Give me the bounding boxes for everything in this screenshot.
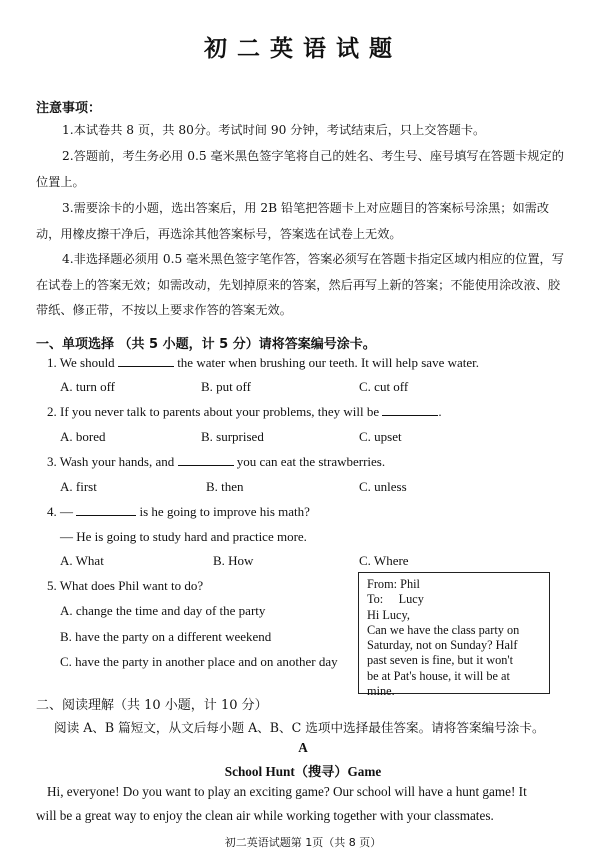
note-item-1: 1.本试卷共 8 页，共 80分。考试时间 90 分钟，考试结束后，只上交答题卡。: [62, 123, 486, 137]
question-4-response: — He is going to study hard and practice more.: [60, 529, 307, 544]
answer-blank: [118, 355, 174, 367]
question-1-pre: 1. We should: [47, 355, 115, 370]
answer-blank: [178, 454, 234, 466]
question-2-pre: 2. If you never talk to parents about your problems, they will be: [47, 404, 380, 419]
q3-option-a: A. first: [60, 479, 97, 494]
message-line: be at Pat's house, it will be at: [367, 668, 510, 683]
q2-option-a: A. bored: [60, 429, 106, 444]
question-3: [47, 454, 385, 470]
section1-heading: 一、单项选择 （共 5 小题，计 5 分）请将答案编号涂卡。: [36, 337, 376, 352]
question-5: 5. What does Phil want to do?: [47, 578, 204, 593]
note-item-2: 2.答题前，考生务必用 0.5 毫米黑色签字笔将自己的姓名、考生号、座号填写在答题卡规定的位置上。: [36, 149, 564, 189]
passage-text-line: will be a great way to enjoy the clean air while working together with your classmates.: [36, 808, 494, 823]
passage-label: A: [298, 740, 308, 755]
question-4-post: is he going to improve his math?: [139, 504, 310, 519]
message-box: [358, 572, 550, 699]
message-line: Hi Lucy,: [367, 607, 410, 622]
answer-blank: [382, 404, 438, 416]
q5-option-a: A. change the time and day of the party: [60, 603, 266, 618]
message-line: Saturday, not on Sunday? Half: [367, 638, 518, 653]
q5-option-b: B. have the party on a different weekend: [60, 629, 272, 644]
q4-option-b: B. How: [213, 553, 254, 568]
question-1-post: the water when brushing our teeth. It will help save water.: [177, 355, 479, 370]
note-item-3: 3.需要涂卡的小题，选出答案后，用 2B 铅笔把答题卡上对应题目的答案标号涂黑；如需改动，用橡皮擦干净后，再选涂其他答案标号，答案选在试卷上无效。: [36, 201, 550, 241]
question-4-pre: 4. —: [47, 504, 73, 519]
question-2-post: .: [438, 404, 442, 419]
q1-option-b: B. put off: [201, 379, 251, 394]
q5-option-c: C. have the party in another place and on another day: [60, 654, 338, 669]
message-line: To: Lucy: [367, 592, 424, 607]
message-line: past seven is fine, but it won't: [367, 653, 514, 668]
note-item-4: 4.非选择题必须用 0.5 毫米黑色签字笔作答，答案必须写在答题卡指定区域内相应的位置，写在试卷上的答案无效；如需改动，先划掉原来的答案，然后再写上新的答案；不能使用涂改液、胶带纸、修正带，不按以上要求作答的答案无效。: [36, 252, 564, 317]
section2-instruction: 阅读 A、B 篇短文，从文后每小题 A、B、C 选项中选择最佳答案。请将答案编号涂卡。: [54, 720, 545, 735]
q4-option-a: A. What: [60, 553, 104, 568]
q1-option-a: A. turn off: [60, 379, 116, 394]
notes-heading: 注意事项：: [36, 101, 102, 116]
answer-blank: [76, 504, 136, 516]
question-4: [47, 504, 310, 520]
q1-option-c: C. cut off: [359, 379, 409, 394]
passage-title: School Hunt（搜寻）Game: [224, 764, 382, 779]
message-line: Can we have the class party on: [367, 622, 520, 637]
q3-option-c: C. unless: [359, 479, 407, 494]
passage-text-line: Hi, everyone! Do you want to play an exciting game? Our school will have a hunt game! It: [47, 784, 527, 799]
q4-option-c: C. Where: [359, 553, 409, 568]
section2-heading: 二、阅读理解（共 10 小题，计 10 分）: [36, 698, 268, 713]
q2-option-c: C. upset: [359, 429, 402, 444]
page-footer: 初二英语试题第 1页（共 8 页）: [224, 836, 382, 849]
message-line: mine.: [367, 684, 395, 699]
question-1: [47, 355, 479, 371]
message-line: From: Phil: [367, 577, 420, 591]
page-title: 初二英语试题: [204, 36, 402, 62]
question-3-post: you can eat the strawberries.: [236, 454, 386, 469]
question-2: [47, 404, 442, 420]
question-3-pre: 3. Wash your hands, and: [47, 454, 175, 469]
q3-option-b: B. then: [206, 479, 244, 494]
q2-option-b: B. surprised: [201, 429, 264, 444]
